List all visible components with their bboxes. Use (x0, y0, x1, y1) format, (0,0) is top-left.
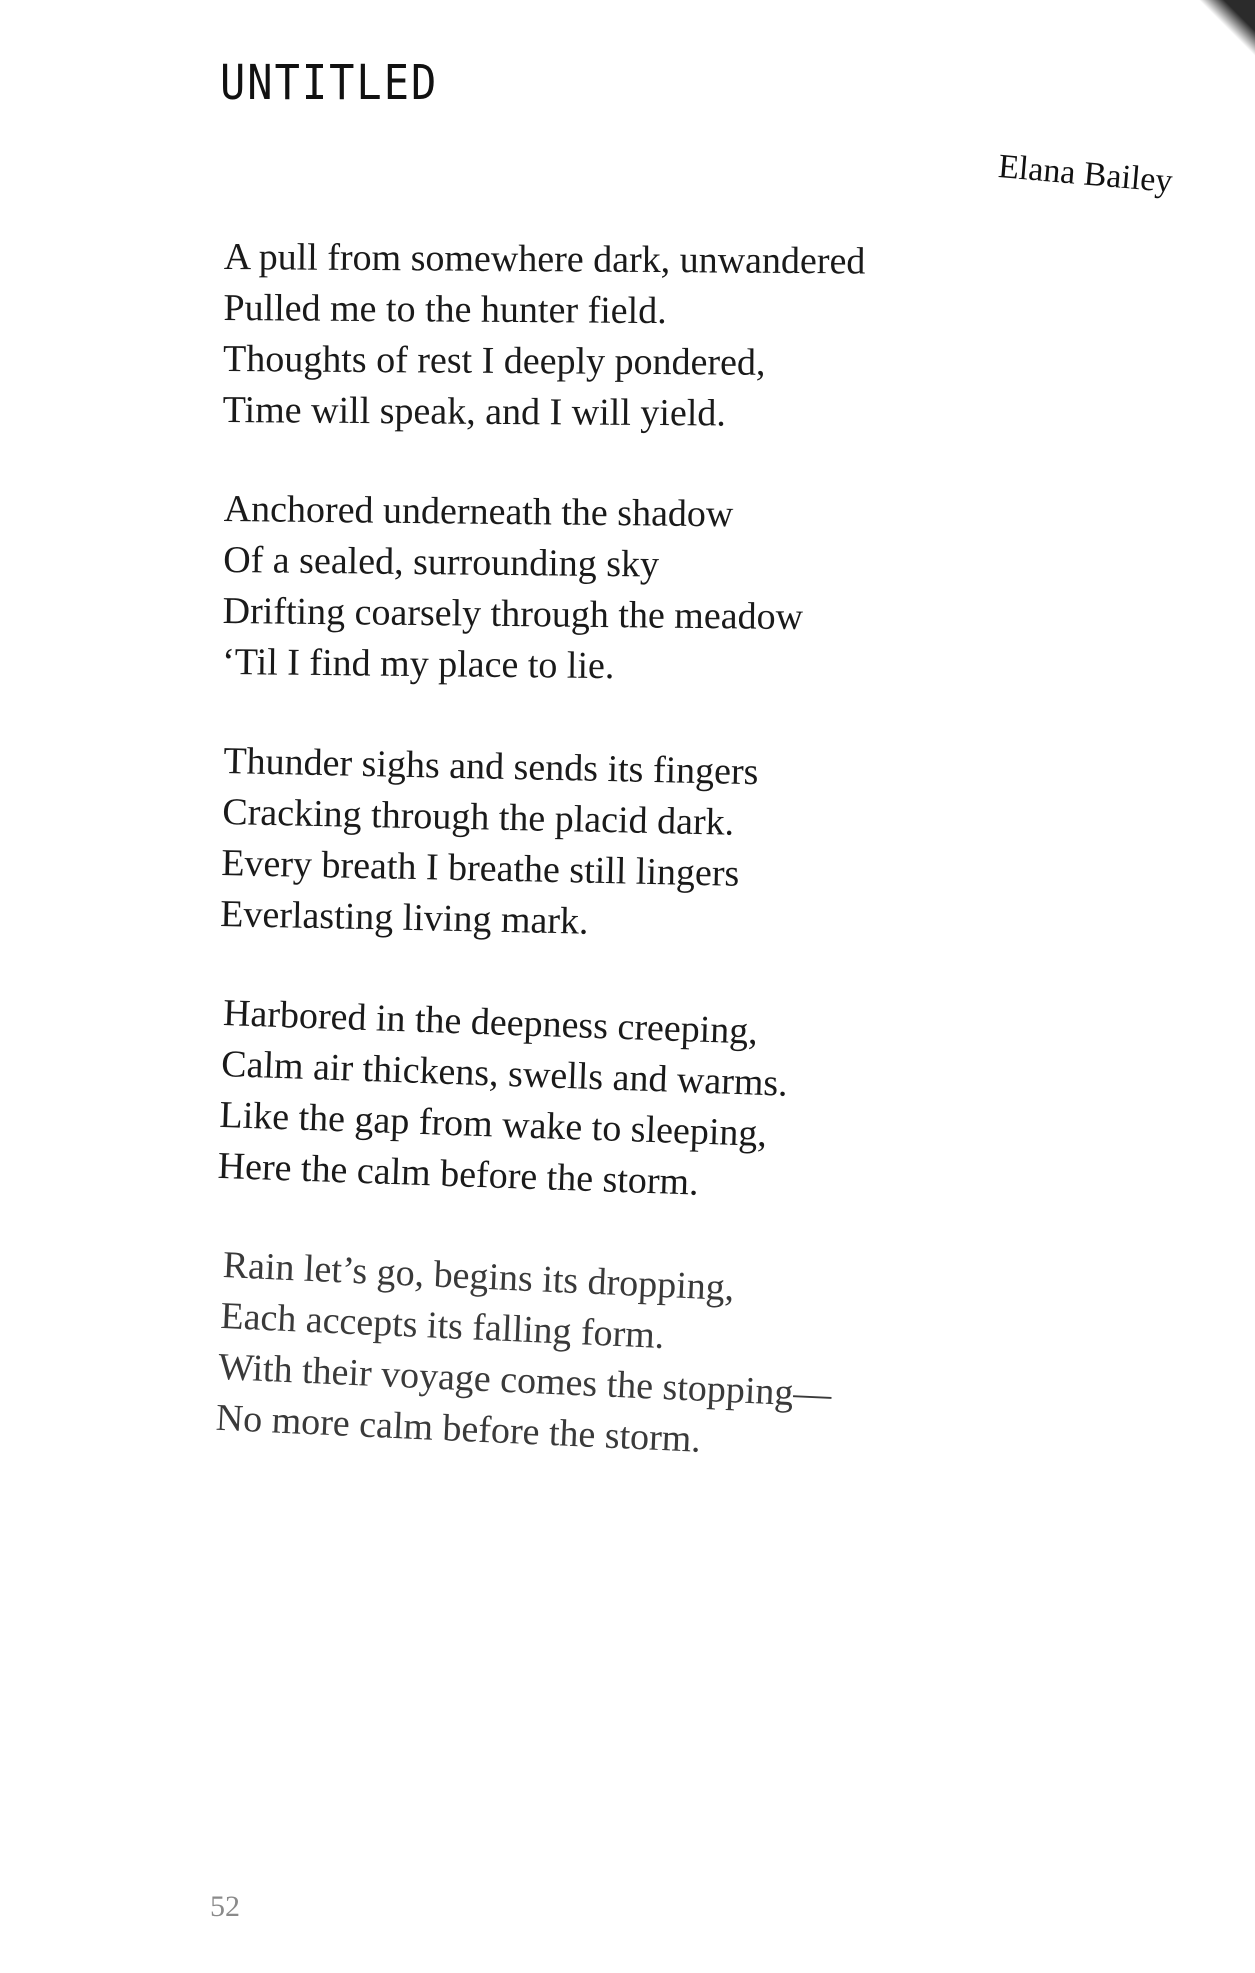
poem-line: Drifting coarsely through the meadow (222, 589, 804, 639)
stanza (220, 736, 1124, 959)
page-number: 52 (210, 1890, 240, 1923)
stanza (215, 1240, 1123, 1485)
poem-line: Time will speak, and I will yield. (222, 388, 727, 435)
stanza (222, 484, 1124, 697)
page-corner-shadow (1185, 0, 1255, 70)
poem-line: Here the calm before the storm. (217, 1144, 700, 1204)
poem-line: Cracking through the placid dark. (221, 790, 735, 844)
stanza (217, 988, 1124, 1223)
poem-line: Thunder sighs and sends its fingers (223, 739, 759, 794)
poem-line: Everlasting living mark. (219, 892, 589, 943)
poem-line: Each accepts its falling form. (219, 1294, 666, 1358)
poem-line: ‘Til I find my place to lie. (221, 640, 615, 688)
poem-line: Rain let’s go, begins its dropping, (221, 1243, 736, 1310)
poem-line: A pull from somewhere dark, unwandered (223, 235, 866, 283)
poem-line: No more calm before the storm. (214, 1396, 702, 1461)
poem-line: Harbored in the deepness creeping, (222, 991, 759, 1053)
stanza (223, 232, 1124, 442)
poem-line: Like the gap from wake to sleeping, (218, 1093, 768, 1156)
poem-line: Pulled me to the hunter field. (223, 286, 667, 333)
poem-line: Every breath I breathe still lingers (220, 841, 740, 895)
poem-line: Thoughts of rest I deeply pondered, (222, 337, 766, 384)
poem-line: Of a sealed, surrounding sky (222, 538, 660, 586)
poem-line: With their voyage comes the stopping— (217, 1345, 833, 1416)
poem-line: Calm air thickens, swells and warms. (220, 1042, 789, 1105)
author-name: Elana Bailey (996, 148, 1174, 201)
poem-line: Anchored underneath the shadow (223, 487, 734, 536)
poem-title: UNTITLED (220, 54, 439, 111)
poem-body (214, 232, 1124, 1492)
